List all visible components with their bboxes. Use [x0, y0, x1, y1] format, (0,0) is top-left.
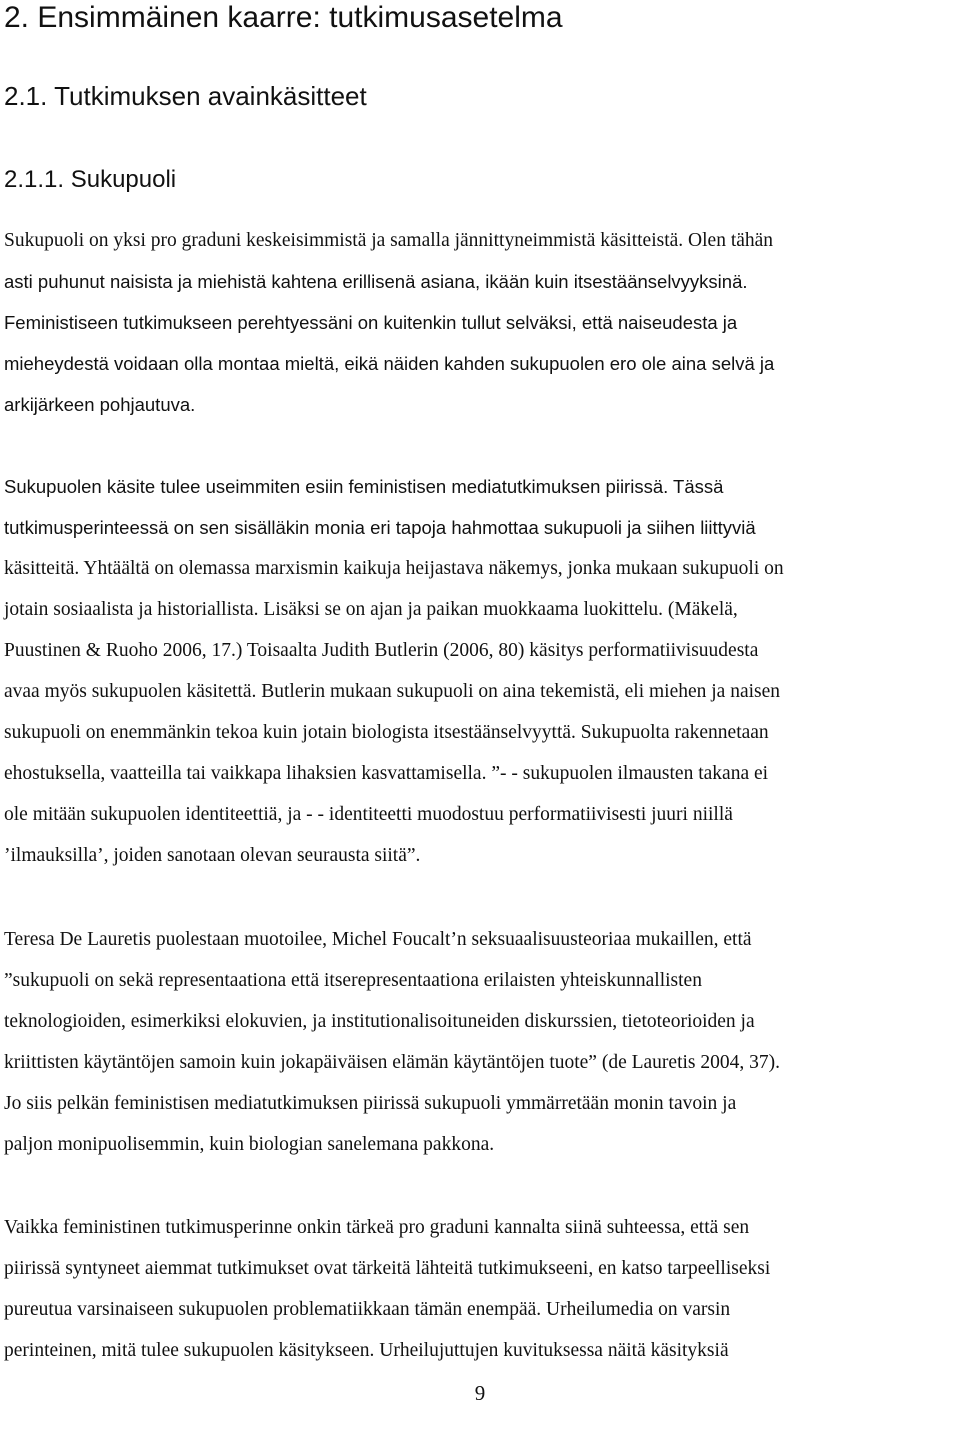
subsection-heading: 2.1.1. Sukupuoli [4, 166, 177, 193]
paragraph-3 [4, 919, 959, 1165]
text-line: arkijärkeen pohjautuva. [4, 394, 196, 415]
paragraph-4 [4, 1207, 959, 1371]
text-line: Puustinen & Ruoho 2006, 17.) Toisaalta Judith Butlerin (2006, 80) käsitys performatiivisuudesta [4, 640, 759, 661]
text-line: teknologioiden, esimerkiksi elokuvien, ja institutionalisoituneiden diskurssien, tietoteorioiden ja [4, 1011, 755, 1032]
text-line: Sukupuoli on yksi pro graduni keskeisimmistä ja samalla jännittyneimmistä käsitteistä. Olen tähän [4, 230, 774, 251]
text-line: ”sukupuoli on sekä representaationa että itserepresentaationa erilaisten yhteiskunnallisten [4, 970, 702, 991]
text-line: Teresa De Lauretis puolestaan muotoilee, Michel Foucalt’n seksuaalisuusteoriaa mukaillen, että [4, 929, 752, 950]
text-line: piirissä syntyneet aiemmat tutkimukset ovat tärkeitä lähteitä tutkimukseeni, en katso tarpeelliseksi [4, 1258, 771, 1279]
section-heading: 2.1. Tutkimuksen avainkäsitteet [4, 81, 367, 111]
text-line: ehostuksella, vaatteilla tai vaikkapa lihaksien kasvattamisella. ”- - sukupuolen ilmausten takana ei [4, 763, 769, 784]
text-line: Feministiseen tutkimukseen perehtyessäni on kuitenkin tullut selväksi, että naiseudesta ja [4, 312, 738, 333]
chapter-heading: 2. Ensimmäinen kaarre: tutkimusasetelma [4, 1, 563, 34]
text-line: perinteinen, mitä tulee sukupuolen käsitykseen. Urheilujuttujen kuvituksessa näitä käsityksiä [4, 1340, 729, 1361]
text-line: ’ilmauksilla’, joiden sanotaan olevan seurausta siitä”. [4, 845, 421, 866]
text-line: käsitteitä. Yhtäältä on olemassa marxismin kaikuja heijastava näkemys, jonka mukaan sukupuoli on [4, 558, 784, 579]
text-line: Jo siis pelkän feministisen mediatutkimuksen piirissä sukupuoli ymmärretään monin tavoin ja [4, 1093, 737, 1114]
text-line: paljon monipuolisemmin, kuin biologian sanelemana pakkona. [4, 1134, 495, 1155]
text-line: Vaikka feministinen tutkimusperinne onkin tärkeä pro graduni kannalta siinä suhteessa, että sen [4, 1217, 750, 1238]
text-line: ole mitään sukupuolen identiteettiä, ja - - identiteetti muodostuu performatiivisesti juuri niillä [4, 804, 733, 825]
paragraph-1 [4, 220, 959, 425]
text-line: pureutua varsinaiseen sukupuolen problematiikkaan tämän enempää. Urheilumedia on varsin [4, 1299, 731, 1320]
text-line: jotain sosiaalista ja historiallista. Lisäksi se on ajan ja paikan muokkaama luokittelu. (Mäkelä, [4, 599, 738, 620]
text-line: tutkimusperinteessä on sen sisälläkin monia eri tapoja hahmottaa sukupuoli ja siihen liittyviä [4, 517, 756, 538]
text-line: avaa myös sukupuolen käsitettä. Butlerin mukaan sukupuoli on aina tekemistä, eli miehen ja naisen [4, 681, 781, 702]
text-line: sukupuoli on enemmänkin tekoa kuin jotain biologista itsestäänselvyyttä. Sukupuolta rakennetaan [4, 722, 769, 743]
text-line: mieheydestä voidaan olla montaa mieltä, eikä näiden kahden sukupuolen ero ole aina selvä ja [4, 353, 775, 374]
paragraph-2 [4, 466, 959, 876]
text-line: Sukupuolen käsite tulee useimmiten esiin feministisen mediatutkimuksen piirissä. Tässä [4, 476, 724, 497]
text-line: kriittisten käytäntöjen samoin kuin jokapäiväisen elämän käytäntöjen tuote” (de Lauretis 2004, 37). [4, 1052, 780, 1073]
text-line: asti puhunut naisista ja miehistä kahtena erillisenä asiana, ikään kuin itsestäänselvyyksinä. [4, 271, 748, 292]
page-number: 9 [474, 1381, 486, 1405]
